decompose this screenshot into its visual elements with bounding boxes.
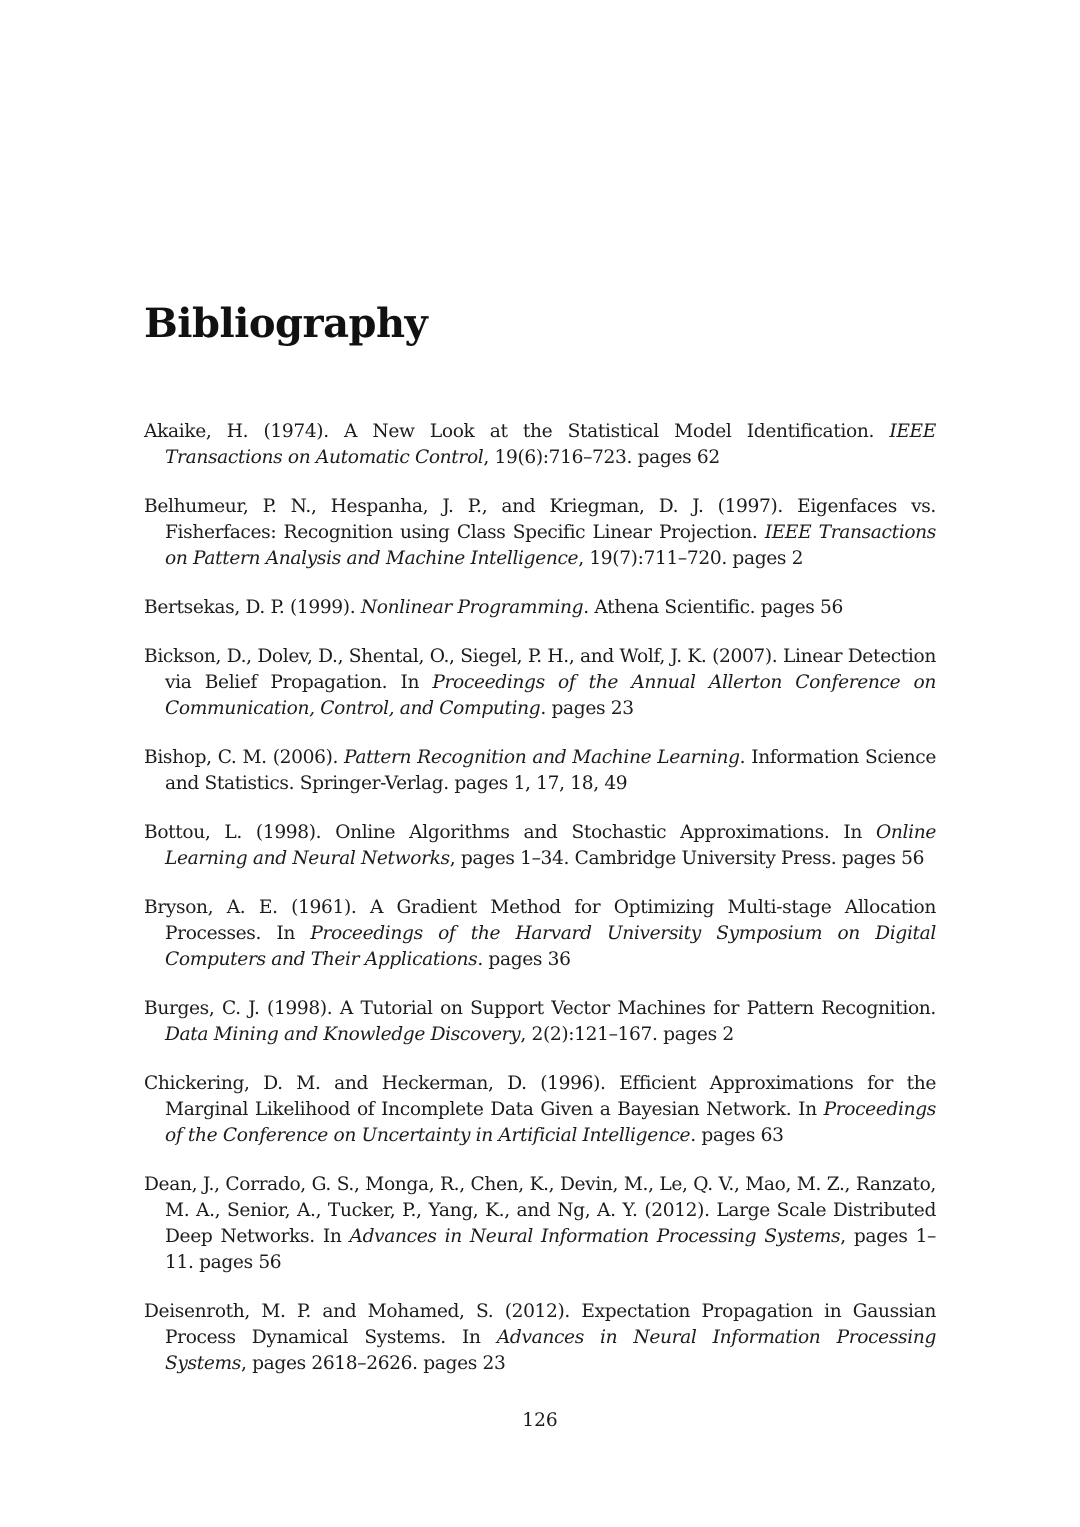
bibliography-entry: Dean, J., Corrado, G. S., Monga, R., Chen, K., Devin, M., Le, Q. V., Mao, M. Z., Ranzato, M. A., Senior, A., Tucker, P., Yang, K., and Ng, A. Y. (2012). Large Scale Distributed Deep Networks. In Advances in Neural Information Processing Systems, pages 1–11. pages 56	[144, 1174, 937, 1273]
bibliography-entry: Bottou, L. (1998). Online Algorithms and Stochastic Approximations. In Online Learning and Neural Networks, pages 1–34. Cambridge University Press. pages 56	[144, 822, 936, 869]
bibliography-entry: Belhumeur, P. N., Hespanha, J. P., and Kriegman, D. J. (1997). Eigenfaces vs. Fisherfaces: Recognition using Class Specific Linear Projection. IEEE Transactions on Pattern Analysis and Machine Intelligence, 19(7):711–720. pages 2	[144, 496, 936, 569]
page-title: Bibliography	[144, 300, 428, 347]
bibliography-entry: Akaike, H. (1974). A New Look at the Statistical Model Identification. IEEE Transactions on Automatic Control, 19(6):716–723. pages 62	[144, 421, 936, 468]
bibliography-entry: Bertsekas, D. P. (1999). Nonlinear Programming. Athena Scientific. pages 56	[144, 597, 843, 618]
bibliography-entry: Bryson, A. E. (1961). A Gradient Method for Optimizing Multi-stage Allocation Processes. In Proceedings of the Harvard University Symposium on Digital Computers and Their Applications. pages 36	[144, 897, 937, 970]
bibliography-entry: Bishop, C. M. (2006). Pattern Recognition and Machine Learning. Information Science and Statistics. Springer-Verlag. pages 1, 17, 18, 49	[144, 747, 936, 794]
bibliography-list	[144, 419, 936, 1400]
bibliography-entry: Bickson, D., Dolev, D., Shental, O., Siegel, P. H., and Wolf, J. K. (2007). Linear Detection via Belief Propagation. In Proceedings of the Annual Allerton Conference on Communication, Control, and Computing. pages 23	[144, 646, 936, 719]
document-page	[144, 0, 936, 1527]
bibliography-entry: Burges, C. J. (1998). A Tutorial on Support Vector Machines for Pattern Recognition. Data Mining and Knowledge Discovery, 2(2):121–167. pages 2	[144, 998, 936, 1045]
bibliography-entry: Deisenroth, M. P. and Mohamed, S. (2012). Expectation Propagation in Gaussian Process Dynamical Systems. In Advances in Neural Information Processing Systems, pages 2618–2626. pages 23	[144, 1301, 936, 1374]
page-number: 126	[522, 1410, 558, 1431]
bibliography-entry: Chickering, D. M. and Heckerman, D. (1996). Efficient Approximations for the Marginal Likelihood of Incomplete Data Given a Bayesian Network. In Proceedings of the Conference on Uncertainty in Artificial Intelligence. pages 63	[144, 1073, 936, 1146]
